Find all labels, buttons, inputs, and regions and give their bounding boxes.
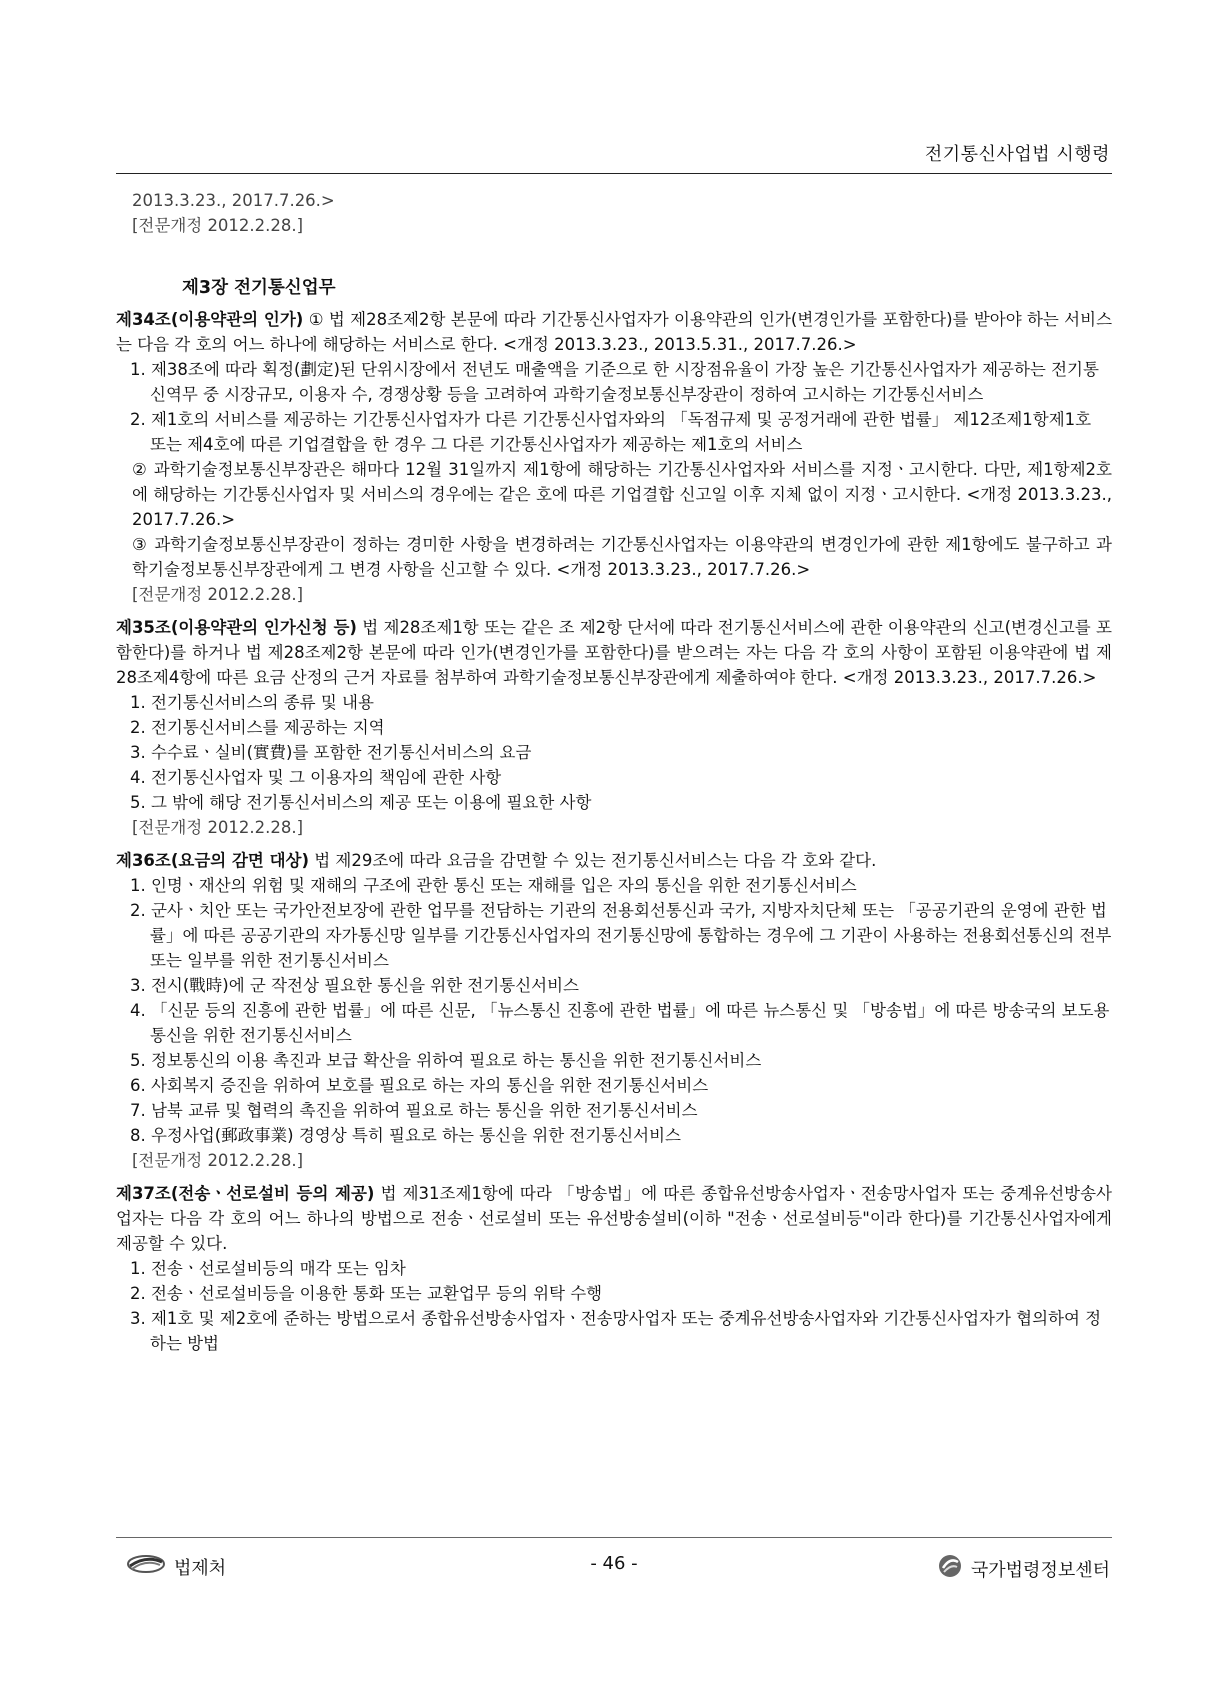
list-item: 4. 전기통신사업자 및 그 이용자의 책임에 관한 사항	[130, 768, 502, 787]
list-item: 3. 전시(戰時)에 군 작전상 필요한 통신을 위한 전기통신서비스	[130, 976, 579, 995]
revision-note: [전문개정 2012.2.28.]	[132, 818, 304, 837]
article-paragraph: 법 제31조제1항에 따라 「방송법」에 따른 종합유선방송사업자ㆍ전송망사업자 또는 중계유선방송사업자는 다음 각 호의 어느 하나의 방법으로 전송ㆍ선로설비 또는 유선방송설비(이하 "전송ㆍ선로설비등"이라 한다)를 기간통신사업자에게 제공할 수 있다.	[116, 1184, 1112, 1253]
list-item: 8. 우정사업(郵政事業) 경영상 특히 필요로 하는 통신을 위한 전기통신서비스	[130, 1126, 681, 1145]
page-number: - 46 -	[590, 1553, 638, 1574]
article-35	[116, 615, 1112, 690]
chapter-heading: 제3장 전기통신업무	[182, 278, 336, 298]
law-center-logo-icon	[937, 1553, 963, 1584]
article-title: 제37조(전송ㆍ선로설비 등의 제공)	[116, 1184, 375, 1203]
list-item: 3. 제1호 및 제2호에 준하는 방법으로서 종합유선방송사업자ㆍ전송망사업자 또는 중계유선방송사업자와 기간통신사업자가 협의하여 정하는 방법	[130, 1309, 1102, 1353]
article-title: 제34조(이용약관의 인가)	[116, 310, 304, 329]
list-item: 7. 남북 교류 및 협력의 촉진을 위하여 필요로 하는 통신을 위한 전기통신서비스	[130, 1101, 698, 1120]
list-item: 1. 전기통신서비스의 종류 및 내용	[130, 693, 374, 712]
article-34	[116, 307, 1112, 357]
article-paragraph: ③ 과학기술정보통신부장관이 정하는 경미한 사항을 변경하려는 기간통신사업자는 이용약관의 변경인가에 관한 제1항에도 불구하고 과학기술정보통신부장관에게 그 변경 사항을 신고할 수 있다. <개정 2013.3.23., 2017.7.26.>	[132, 535, 1112, 579]
list-item: 2. 전기통신서비스를 제공하는 지역	[130, 718, 385, 737]
article-36	[116, 848, 1112, 873]
footer-center-name: 국가법령정보센터	[970, 1559, 1110, 1581]
list-item: 1. 전송ㆍ선로설비등의 매각 또는 임차	[130, 1259, 406, 1278]
article-paragraph: 법 제29조에 따라 요금을 감면할 수 있는 전기통신서비스는 다음 각 호와 같다.	[314, 851, 877, 870]
article-title: 제36조(요금의 감면 대상)	[116, 851, 309, 870]
footer-right	[937, 1553, 1110, 1584]
list-item: 2. 제1호의 서비스를 제공하는 기간통신사업자가 다른 기간통신사업자와의 「독점규제 및 공정거래에 관한 법률」 제12조제1항제1호 또는 제4호에 따른 기업결합을 한 경우 그 다른 기간통신사업자가 제공하는 제1호의 서비스	[130, 410, 1092, 454]
document-body	[116, 188, 1112, 1356]
list-item: 1. 제38조에 따라 획정(劃定)된 단위시장에서 전년도 매출액을 기준으로 한 시장점유율이 가장 높은 기간통신사업자가 제공하는 전기통신역무 중 시장규모, 이용자 수, 경쟁상황 등을 고려하여 과학기술정보통신부장관이 정하여 고시하는 기간통신서비스	[130, 360, 1099, 404]
footer-divider	[116, 1537, 1112, 1538]
list-item: 3. 수수료ㆍ실비(實費)를 포함한 전기통신서비스의 요금	[130, 743, 532, 762]
article-37	[116, 1181, 1112, 1256]
revision-note: [전문개정 2012.2.28.]	[132, 216, 304, 235]
article-paragraph: ② 과학기술정보통신부장관은 해마다 12월 31일까지 제1항에 해당하는 기간통신사업자와 서비스를 지정ㆍ고시한다. 다만, 제1항제2호에 해당하는 기간통신사업자 및 서비스의 경우에는 같은 호에 따른 기업결합 신고일 이후 지체 없이 지정ㆍ고시한다. <개정 2013.3.23., 2017.7.26.>	[132, 460, 1112, 529]
list-item: 1. 인명ㆍ재산의 위험 및 재해의 구조에 관한 통신 또는 재해를 입은 자의 통신을 위한 전기통신서비스	[130, 876, 857, 895]
list-item: 2. 군사ㆍ치안 또는 국가안전보장에 관한 업무를 전담하는 기관의 전용회선통신과 국가, 지방자치단체 또는 「공공기관의 운영에 관한 법률」에 따른 공공기관의 자가통신망 일부를 기간통신사업자의 전기통신망에 통합하는 경우에 그 기관이 사용하는 전용회선통신의 전부 또는 일부를 위한 전기통신서비스	[130, 901, 1112, 970]
list-item: 4. 「신문 등의 진흥에 관한 법률」에 따른 신문, 「뉴스통신 진흥에 관한 법률」에 따른 뉴스통신 및 「방송법」에 따른 방송국의 보도용 통신을 위한 전기통신서비스	[130, 1001, 1110, 1045]
list-item: 6. 사회복지 증진을 위하여 보호를 필요로 하는 자의 통신을 위한 전기통신서비스	[130, 1076, 709, 1095]
header-divider	[116, 173, 1112, 174]
list-item: 5. 정보통신의 이용 촉진과 보급 확산을 위하여 필요로 하는 통신을 위한 전기통신서비스	[130, 1051, 762, 1070]
article-title: 제35조(이용약관의 인가신청 등)	[116, 618, 357, 637]
continued-text: 2013.3.23., 2017.7.26.>	[132, 191, 335, 210]
running-header: 전기통신사업법 시행령	[924, 144, 1110, 165]
article-paragraph: 법 제28조제1항 또는 같은 조 제2항 단서에 따라 전기통신서비스에 관한 이용약관의 신고(변경신고를 포함한다)를 하거나 법 제28조제2항 본문에 따라 인가(변경인가를 포함한다)를 받으려는 자는 다음 각 호의 사항이 포함된 이용약관에 법 제28조제4항에 따른 요금 산정의 근거 자료를 첨부하여 과학기술정보통신부장관에게 제출하여야 한다. <개정 2013.3.23., 2017.7.26.>	[116, 618, 1112, 687]
article-paragraph: ① 법 제28조제2항 본문에 따라 기간통신사업자가 이용약관의 인가(변경인가를 포함한다)를 받아야 하는 서비스는 다음 각 호의 어느 하나에 해당하는 서비스로 한다. <개정 2013.3.23., 2013.5.31., 2017.7.26.>	[116, 310, 1113, 354]
revision-note: [전문개정 2012.2.28.]	[132, 1151, 304, 1170]
list-item: 2. 전송ㆍ선로설비등을 이용한 통화 또는 교환업무 등의 위탁 수행	[130, 1284, 603, 1303]
revision-note: [전문개정 2012.2.28.]	[132, 585, 304, 604]
list-item: 5. 그 밖에 해당 전기통신서비스의 제공 또는 이용에 필요한 사항	[130, 793, 592, 812]
footer-org-name: 법제처	[174, 1557, 227, 1579]
